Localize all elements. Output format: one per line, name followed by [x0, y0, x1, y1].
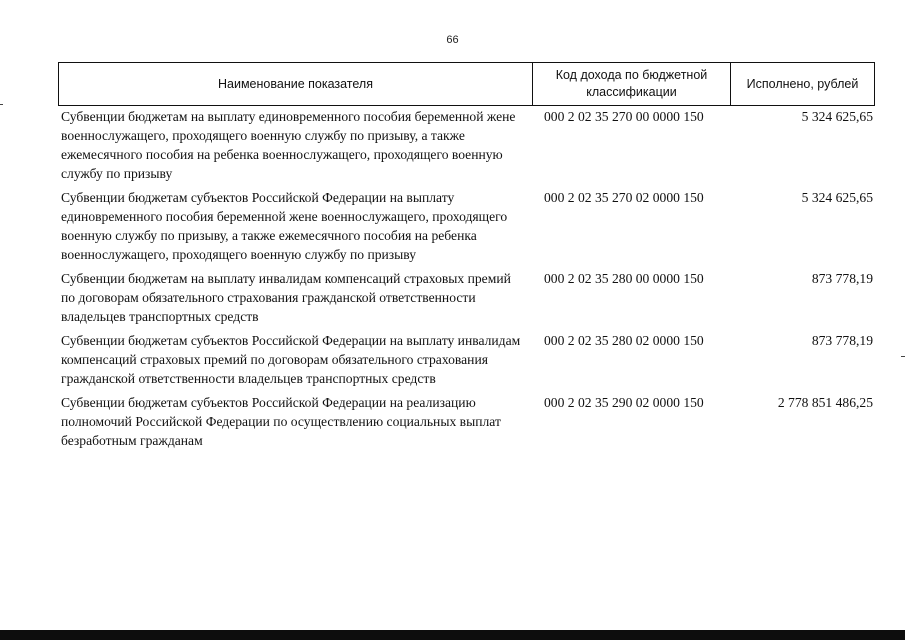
scan-bottom-border [0, 630, 905, 640]
table-header [58, 62, 875, 106]
table-row [58, 331, 875, 388]
scan-edge-mark [901, 356, 905, 357]
row-code: 000 2 02 35 280 00 0000 150 [544, 271, 704, 286]
table-row [58, 393, 875, 450]
table-body [58, 107, 875, 455]
row-code: 000 2 02 35 270 00 0000 150 [544, 109, 704, 124]
row-amount: 5 324 625,65 [801, 190, 873, 205]
row-amount: 873 778,19 [811, 333, 873, 348]
row-name: Субвенции бюджетам субъектов Российской Федерации на выплату инвалидам компенсаций страховых премий по договорам обязательного страхования гражданской ответственности владельцев транспортных средств [61, 333, 521, 386]
row-amount: 5 324 625,65 [801, 109, 873, 124]
row-code: 000 2 02 35 280 02 0000 150 [544, 333, 704, 348]
header-amount: Исполнено, рублей [746, 76, 859, 91]
table-row [58, 188, 875, 264]
table-row [58, 107, 875, 183]
row-name: Субвенции бюджетам на выплату единовременного пособия беременной жене военнослужащего, проходящего военную службу по призыву, а также ежемесячного пособия на ребенка военнослужащего, проходящего военную службу по призыву [61, 109, 516, 181]
row-name: Субвенции бюджетам на выплату инвалидам компенсаций страховых премий по договорам обязательного страхования гражданской ответственности владельцев транспортных средств [61, 271, 511, 324]
row-name: Субвенции бюджетам субъектов Российской Федерации на реализацию полномочий Российской Федерации по осуществлению социальных выплат безработным гражданам [61, 395, 501, 448]
header-code: Код дохода по бюджетной классификации [533, 63, 731, 105]
row-code: 000 2 02 35 270 02 0000 150 [544, 190, 704, 205]
table-row [58, 269, 875, 326]
scan-edge-mark [0, 104, 3, 105]
page-number: 66 [446, 34, 459, 46]
row-code: 000 2 02 35 290 02 0000 150 [544, 395, 704, 410]
row-amount: 2 778 851 486,25 [777, 395, 873, 410]
row-amount: 873 778,19 [811, 271, 873, 286]
header-name: Наименование показателя [59, 63, 533, 105]
row-name: Субвенции бюджетам субъектов Российской Федерации на выплату единовременного пособия беременной жене военнослужащего, проходящего военную службу по призыву, а также ежемесячного пособия на ребенка военнослужащего, проходящего военную службу по призыву [61, 190, 508, 262]
